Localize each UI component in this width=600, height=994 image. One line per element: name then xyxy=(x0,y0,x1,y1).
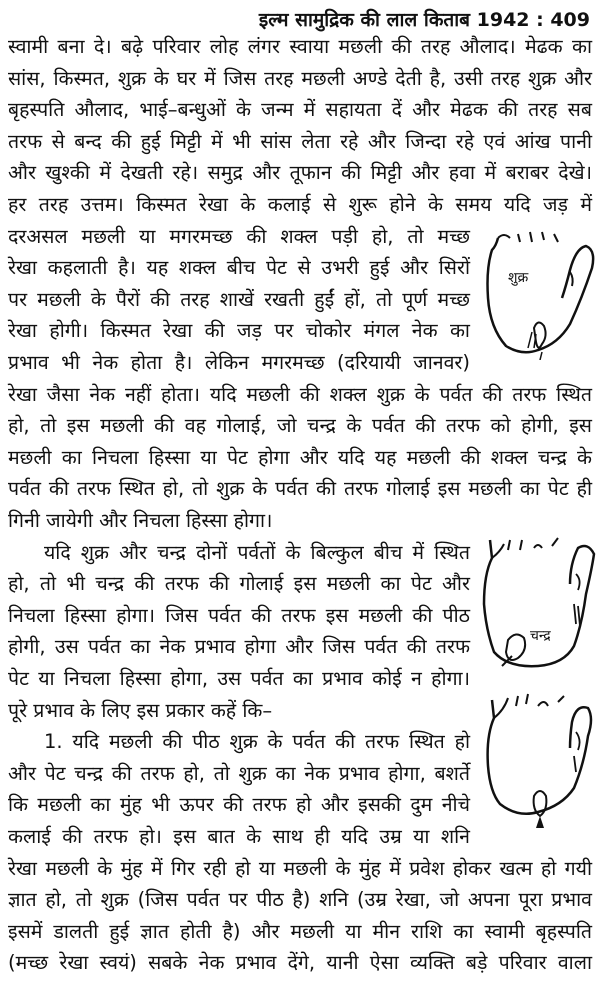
text-line: दरअसल मछली या मगरमच्छ की शक्ल पड़ी हो, तो मच्छ xyxy=(8,224,470,248)
text-line: प्रभाव भी नेक होता है। लेकिन मगरमच्छ (दरियायी जानवर) xyxy=(8,351,470,374)
text-line: पर मछली के पैरों की तरह शाखें रखती हुईं हों, तो पूर्ण मच्छ xyxy=(8,287,470,311)
text-line: हो, तो इस मछली की वह गोलाई, जो चन्द्र के पर्वत की तरफ को होगी, इस xyxy=(8,414,592,438)
palm-figure-chandra xyxy=(478,534,598,684)
text-line: 1. यदि मछली की पीठ शुक्र के पर्वत की तरफ स्थित हो xyxy=(44,730,470,754)
text-line: निचला हिस्सा होगा। जिस पर्वत की तरफ इस मछली की पीठ xyxy=(8,603,470,627)
text-line: और खुश्की में देखती रहे। समुद्र और तूफान की मिट्टी और हवा में बराबर देखे। xyxy=(8,161,592,185)
text-line: इसमें डालती हुई ज्ञात होती है) और मछली या मीन राशि का स्वामी बृहस्पति xyxy=(8,919,592,943)
palm-sketch-icon xyxy=(478,228,598,360)
text-line: हो, तो भी चन्द्र की तरफ की गोलाई इस मछली का पेट और xyxy=(8,572,470,596)
text-line: गिनी जायेगी और निचला हिस्सा होगा। xyxy=(8,509,273,532)
text-line: स्वामी बना दे। बढ़े परिवार लोह लंगर स्वाया मछली की तरह औलाद। मेढक का xyxy=(8,35,592,58)
palm-sketch-icon xyxy=(478,534,598,684)
text-line: (मच्छ रेखा स्वयं) सबके नेक प्रभाव देंगे, यानी ऐसा व्यक्ति बड़े परिवार वाला xyxy=(8,951,592,975)
text-line: पेट या निचला हिस्सा होगा, उस पर्वत का प्रभाव कोई न होगा। xyxy=(8,667,470,690)
text-line: सांस, किस्मत, शुक्र के घर में जिस तरह मछली अण्डे देती है, उसी तरह शुक्र और xyxy=(8,66,592,90)
chandra-label: चन्द्र xyxy=(530,628,551,644)
text-line: ज्ञात हो, तो शुक्र (जिस पर्वत पर पीठ है) शनि (उम्र रेखा, जो अपना पूरा प्रभाव xyxy=(8,888,592,912)
text-line: यदि शुक्र और चन्द्र दोनों पर्वतों के बिल्कुल बीच में स्थित xyxy=(44,540,470,564)
text-line: तरफ से बन्द की हुई मिट्टी में भी सांस लेता रहे और जिन्दा रहे एवं आंख पानी xyxy=(8,129,592,153)
palm-sketch-icon xyxy=(478,692,598,834)
text-line: बृहस्पति औलाद, भाई–बन्धुओं के जन्म में सहायता दें और मेढक की तरह सब xyxy=(8,98,592,122)
text-line: होगी, उस पर्वत का नेक प्रभाव होगा और जिस पर्वत की तरफ xyxy=(8,635,470,659)
text-line: और पेट चन्द्र की तरफ हो, तो शुक्र का नेक प्रभाव होगा, बशर्ते xyxy=(8,761,470,785)
text-line: रेखा कहलाती है। यह शक्ल बीच पेट से उभरी हुई और सिरों xyxy=(8,256,470,280)
text-line: रेखा जैसा नेक नहीं होता। यदि मछली की शक्ल शुक्र के पर्वत की तरफ स्थित xyxy=(8,382,592,406)
text-line: मछली का निचला हिस्सा या पेट होगा और यदि यह मछली की शक्ल चन्द्र के xyxy=(8,445,592,469)
palm-figure-fish xyxy=(478,692,598,834)
text-line: कि मछली का मुंह भी ऊपर की तरफ हो और इसकी दुम नीचे xyxy=(8,793,470,817)
text-line: पर्वत की तरफ स्थित हो, तो शुक्र के पर्वत की तरफ गोलाई इस मछली का पेट ही xyxy=(8,477,592,501)
shukra-label: शुक्र xyxy=(508,270,529,286)
text-line: रेखा मछली के मुंह में गिर रही हो या मछली के मुंह में प्रवेश होकर खत्म हो गयी xyxy=(8,856,592,880)
text-line: रेखा होगी। किस्मत रेखा की जड़ पर चोकोर मंगल नेक का xyxy=(8,319,470,343)
text-line: हर तरह उत्तम। किस्मत रेखा के कलाई से शुरू होने के समय यदि जड़ में xyxy=(8,193,592,216)
text-line: पूरे प्रभाव के लिए इस प्रकार कहें कि– xyxy=(8,698,273,722)
page-header: इल्म सामुद्रिक की लाल किताब 1942 : 409 xyxy=(258,9,590,31)
text-line: कलाई की तरफ हो। इस बात के साथ ही यदि उम्र या शनि xyxy=(8,825,470,848)
palm-figure-shukra xyxy=(478,228,598,360)
